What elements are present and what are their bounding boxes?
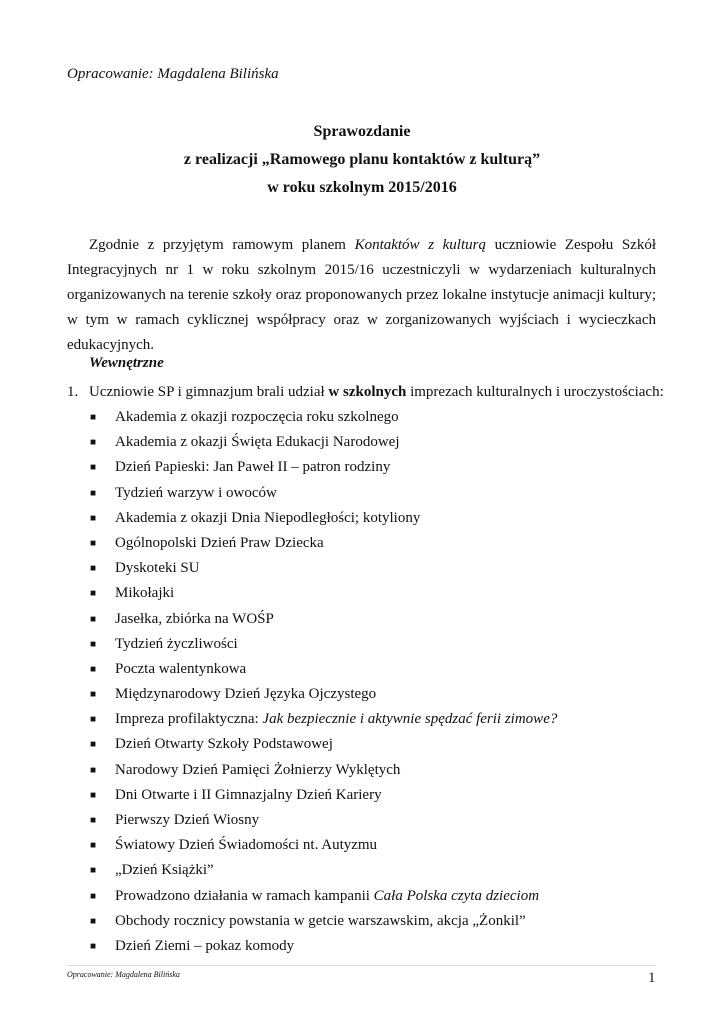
list-item-text: Międzynarodowy Dzień Języka Ojczystego: [115, 686, 377, 703]
list-item: [90, 682, 557, 707]
list-item: [90, 430, 557, 455]
list-item: [90, 884, 557, 909]
bullet-icon: ■: [90, 487, 97, 499]
list-item-text: Impreza profilaktyczna:: [115, 711, 263, 728]
bullet-icon: ■: [90, 714, 97, 726]
bullet-icon: ■: [90, 462, 97, 474]
document-title: [0, 118, 724, 202]
list-item-text: Tydzień życzliwości: [115, 635, 238, 652]
list-item-text: Dyskoteki SU: [115, 560, 200, 577]
list-item: [90, 934, 557, 959]
list-item: [90, 707, 557, 732]
list-item: [90, 808, 557, 833]
list-item-text: Dzień Otwarty Szkoły Podstawowej: [115, 736, 333, 753]
list-item: [90, 833, 557, 858]
numbered-point: [67, 380, 667, 405]
author-header: Opracowanie: Magdalena Bilińska: [67, 66, 279, 82]
list-item-text: Prowadzono działania w ramach kampanii: [115, 887, 374, 904]
bullet-icon: ■: [90, 815, 97, 826]
list-item-text: Dzień Ziemi – pokaz komody: [115, 937, 295, 954]
title-line-3: w roku szkolnym 2015/2016: [267, 179, 457, 196]
bullet-icon: ■: [90, 512, 97, 524]
point-number: 1.: [67, 384, 79, 400]
bullet-icon: ■: [90, 412, 97, 423]
bullet-icon: ■: [90, 563, 97, 575]
footer-divider: [67, 965, 656, 966]
bullet-icon: ■: [90, 588, 97, 600]
footer-author: Opracowanie: Magdalena Bilińska: [67, 970, 180, 979]
list-item-text: Narodowy Dzień Pamięci Żołnierzy Wyklętych: [115, 761, 401, 778]
point-text-bold: w szkolnych: [328, 384, 407, 400]
list-item-text: „Dzień Książki”: [115, 862, 214, 879]
list-item-text: Tydzień warzyw i owoców: [115, 484, 277, 501]
bullet-icon: ■: [90, 739, 97, 751]
list-item: [90, 607, 557, 632]
bullet-icon: ■: [90, 865, 97, 877]
title-line-1: Sprawozdanie: [313, 123, 411, 140]
bullet-icon: ■: [90, 789, 97, 801]
list-item-text: Dzień Papieski: Jan Paweł II – patron rodziny: [115, 459, 391, 476]
list-item-text: Akademia z okazji Dnia Niepodległości; kotyliony: [115, 509, 421, 526]
list-item: [90, 632, 557, 657]
list-item-text: Obchody rocznicy powstania w getcie warszawskim, akcja „Żonkil”: [115, 912, 526, 929]
list-item-text: Światowy Dzień Świadomości nt. Autyzmu: [115, 837, 378, 854]
point-text-before: Uczniowie SP i gimnazjum brali udział: [89, 384, 329, 400]
list-item: [90, 858, 557, 883]
bullet-icon: ■: [90, 890, 97, 902]
list-item: [90, 657, 557, 682]
section-heading: Wewnętrzne: [89, 355, 164, 371]
title-line-2: z realizacji „Ramowego planu kontaktów z kulturą”: [183, 151, 541, 168]
list-item: [90, 909, 557, 934]
list-item: [90, 758, 557, 783]
list-item-text: Ogólnopolski Dzień Praw Dziecka: [115, 534, 324, 551]
list-item: [90, 581, 557, 606]
list-item-text: Jasełka, zbiórka na WOŚP: [115, 610, 274, 627]
list-item: [90, 455, 557, 480]
list-item-emphasis: Jak bezpiecznie i aktywnie spędzać ferii zimowe?: [262, 711, 558, 728]
bullet-icon: ■: [90, 689, 97, 701]
point-text-after: imprezach kulturalnych i uroczystościach:: [406, 384, 664, 400]
intro-text-after: uczniowie Zespołu Szkół Integracyjnych nr 1 w roku szkolnym 2015/16 uczestniczyli w wydarzeniach kulturalnych organizowanych na terenie szkoły oraz proponowanych przez lokalne instytucje animacji kultury; w tym w ramach cyklicznej współpracy oraz w zorganizowanych wyjściach i wycieczkach edukacyjnych.: [67, 237, 656, 353]
list-item-emphasis: Cała Polska czyta dzieciom: [373, 887, 540, 904]
bullet-icon: ■: [90, 537, 97, 549]
list-item-text: Akademia z okazji Święta Edukacji Narodowej: [115, 434, 400, 451]
bullet-icon: ■: [90, 840, 97, 852]
bullet-icon: ■: [90, 437, 97, 449]
list-item-text: Dni Otwarte i II Gimnazjalny Dzień Kariery: [115, 786, 382, 803]
page-number: 1: [648, 970, 656, 986]
list-item: [90, 506, 557, 531]
bullet-icon: ■: [90, 663, 97, 675]
events-list: [90, 405, 557, 959]
list-item-text: Mikołajki: [115, 585, 175, 602]
list-item-text: Akademia z okazji rozpoczęcia roku szkolnego: [115, 409, 399, 425]
list-item: [90, 732, 557, 757]
list-item-text: Poczta walentynkowa: [115, 660, 247, 677]
list-item-text: Pierwszy Dzień Wiosny: [115, 812, 260, 828]
intro-text-emphasis: Kontaktów z kulturą: [354, 237, 486, 253]
list-item: [90, 531, 557, 556]
list-item: [90, 783, 557, 808]
bullet-icon: ■: [90, 613, 97, 625]
bullet-icon: ■: [90, 638, 97, 650]
intro-paragraph: [67, 233, 656, 358]
intro-text-before: Zgodnie z przyjętym ramowym planem: [89, 237, 355, 253]
list-item: [90, 556, 557, 581]
bullet-icon: ■: [90, 915, 97, 927]
bullet-icon: ■: [90, 940, 97, 952]
list-item: [90, 481, 557, 506]
list-item: [90, 405, 557, 430]
bullet-icon: ■: [90, 764, 97, 776]
